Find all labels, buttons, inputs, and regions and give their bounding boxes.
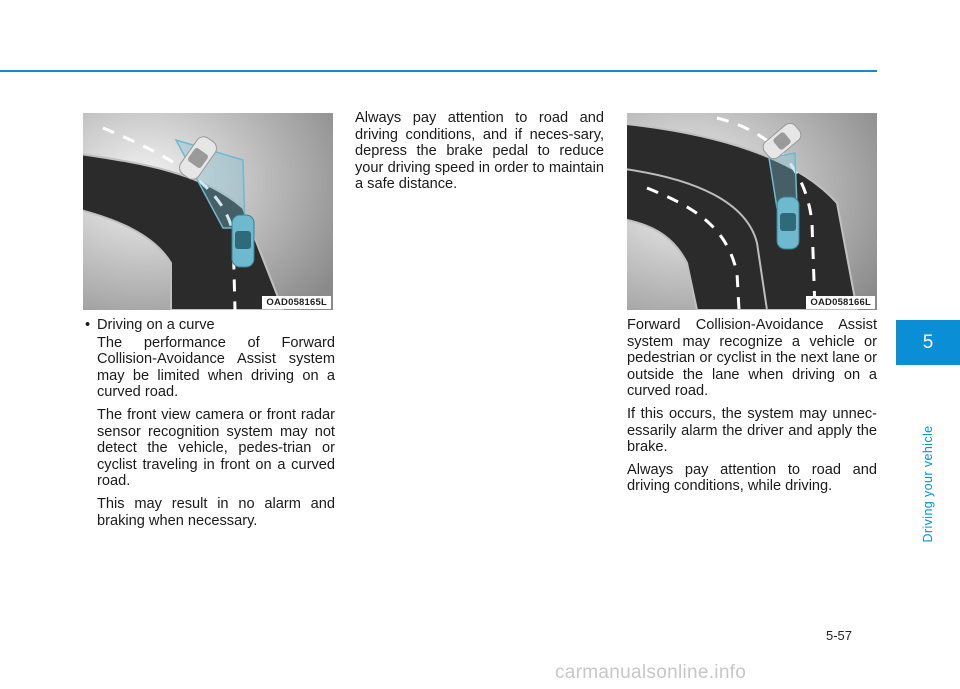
- paragraph: If this occurs, the system may unnec-essarily alarm the driver and apply the brake.: [627, 405, 877, 456]
- column-1-text: [83, 317, 335, 535]
- page-number: 5-57: [826, 628, 853, 643]
- paragraph: Always pay attention to road and driving conditions, while driving.: [627, 461, 877, 495]
- watermark: carmanualsonline.info: [555, 662, 747, 683]
- paragraph: This may result in no alarm and braking when necessary.: [97, 495, 335, 529]
- ego-car-icon: [232, 215, 254, 267]
- paragraph: Forward Collision-Avoidance Assist system may recognize a vehicle or pedestrian or cyclist in the next lane or outside the lane when driving on a curved road.: [627, 317, 877, 400]
- ego-car-icon: [777, 197, 799, 249]
- paragraph: Always pay attention to road and driving conditions, and if neces-sary, depress the brake pedal to reduce your driving speed in order to maintain a safe distance.: [355, 110, 604, 193]
- bullet-heading: • Driving on a curve: [83, 317, 335, 334]
- figure-code: OAD058166L: [806, 296, 875, 309]
- chapter-label: Driving your vehicle: [921, 425, 935, 543]
- figure-code: OAD058165L: [262, 296, 331, 309]
- paragraph: The performance of Forward Collision-Avoidance Assist system may be limited when driving on a curved road.: [97, 334, 335, 401]
- chapter-tab: 5: [896, 320, 960, 365]
- column-2-text: [355, 110, 604, 199]
- curve-illustration-right: [627, 113, 877, 310]
- column-3-text: [627, 317, 877, 501]
- header-rule: [0, 70, 877, 72]
- paragraph: The front view camera or front radar sensor recognition system may not detect the vehicle, pedes-trian or cyclist traveling in front on a curved road.: [97, 406, 335, 490]
- curve-illustration-left: [83, 113, 333, 310]
